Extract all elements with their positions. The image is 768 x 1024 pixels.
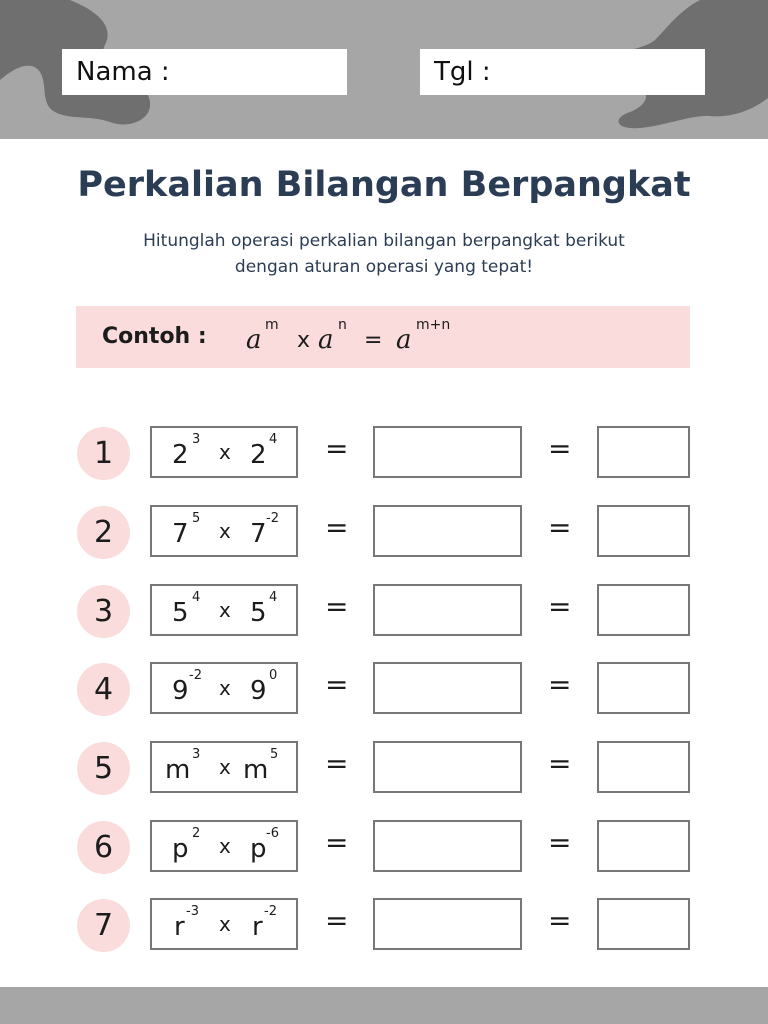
equals-sign-2: = bbox=[548, 668, 572, 701]
equals-sign-1: = bbox=[325, 432, 349, 465]
final-answer-box[interactable] bbox=[597, 426, 690, 478]
base-2: 9 bbox=[250, 676, 267, 706]
exponent-1: 3 bbox=[192, 747, 201, 762]
base-1: m bbox=[165, 755, 191, 785]
problem-row-3 bbox=[0, 584, 768, 638]
times-sign: x bbox=[219, 676, 231, 700]
page-header bbox=[0, 0, 768, 139]
intermediate-answer-box[interactable] bbox=[373, 898, 522, 950]
problem-expression bbox=[150, 741, 298, 793]
final-answer-box[interactable] bbox=[597, 584, 690, 636]
final-answer-box[interactable] bbox=[597, 820, 690, 872]
problem-number: 5 bbox=[77, 742, 130, 795]
intermediate-answer-box[interactable] bbox=[373, 820, 522, 872]
example-base-2: a bbox=[318, 325, 334, 355]
base-1: r bbox=[174, 912, 185, 942]
exponent-2: 4 bbox=[269, 590, 278, 605]
problem-number: 2 bbox=[77, 506, 130, 559]
equals-sign-2: = bbox=[548, 511, 572, 544]
example-exponent-1: m bbox=[265, 317, 279, 333]
exponent-2: -2 bbox=[264, 904, 277, 919]
name-field[interactable] bbox=[62, 49, 347, 95]
problem-row-6 bbox=[0, 820, 768, 874]
base-2: m bbox=[243, 755, 269, 785]
base-2: r bbox=[252, 912, 263, 942]
exponent-2: -2 bbox=[266, 511, 279, 526]
equals-sign-2: = bbox=[548, 432, 572, 465]
example-exponent-3: m+n bbox=[416, 317, 451, 333]
intermediate-answer-box[interactable] bbox=[373, 741, 522, 793]
base-1: p bbox=[172, 834, 189, 864]
equals-sign-2: = bbox=[548, 590, 572, 623]
times-sign: x bbox=[219, 519, 231, 543]
final-answer-box[interactable] bbox=[597, 505, 690, 557]
problem-expression bbox=[150, 820, 298, 872]
intermediate-answer-box[interactable] bbox=[373, 662, 522, 714]
times-sign: x bbox=[219, 912, 231, 936]
base-2: 7 bbox=[250, 519, 267, 549]
name-label: Nama : bbox=[76, 57, 170, 87]
times-sign: x bbox=[219, 440, 231, 464]
problem-number: 7 bbox=[77, 899, 130, 952]
problem-number: 6 bbox=[77, 821, 130, 874]
example-base-1: a bbox=[246, 325, 262, 355]
problem-number: 3 bbox=[77, 585, 130, 638]
base-2: 5 bbox=[250, 598, 267, 628]
exponent-1: -2 bbox=[189, 668, 202, 683]
problem-expression bbox=[150, 426, 298, 478]
base-1: 2 bbox=[172, 440, 189, 470]
final-answer-box[interactable] bbox=[597, 741, 690, 793]
exponent-1: -3 bbox=[186, 904, 199, 919]
times-sign: x bbox=[219, 834, 231, 858]
intermediate-answer-box[interactable] bbox=[373, 584, 522, 636]
example-band bbox=[76, 306, 690, 368]
instruction-text bbox=[84, 228, 684, 280]
times-sign: x bbox=[219, 755, 231, 779]
exponent-2: 0 bbox=[269, 668, 278, 683]
example-exponent-2: n bbox=[338, 317, 347, 333]
problem-expression bbox=[150, 898, 298, 950]
exponent-2: 4 bbox=[269, 432, 278, 447]
base-2: 2 bbox=[250, 440, 267, 470]
equals-sign-1: = bbox=[325, 668, 349, 701]
problem-expression bbox=[150, 584, 298, 636]
problem-row-1 bbox=[0, 426, 768, 480]
exponent-1: 2 bbox=[192, 826, 201, 841]
base-1: 9 bbox=[172, 676, 189, 706]
problem-expression bbox=[150, 662, 298, 714]
equals-sign-2: = bbox=[548, 904, 572, 937]
date-field[interactable] bbox=[420, 49, 705, 95]
equals-sign-1: = bbox=[325, 590, 349, 623]
intermediate-answer-box[interactable] bbox=[373, 505, 522, 557]
exponent-2: -6 bbox=[266, 826, 279, 841]
equals-sign-1: = bbox=[325, 747, 349, 780]
base-2: p bbox=[250, 834, 267, 864]
problem-number: 4 bbox=[77, 663, 130, 716]
problem-row-2 bbox=[0, 505, 768, 559]
base-1: 7 bbox=[172, 519, 189, 549]
base-1: 5 bbox=[172, 598, 189, 628]
problem-row-7 bbox=[0, 898, 768, 952]
problem-number: 1 bbox=[77, 427, 130, 480]
final-answer-box[interactable] bbox=[597, 662, 690, 714]
page-footer-band bbox=[0, 987, 768, 1024]
exponent-2: 5 bbox=[270, 747, 279, 762]
example-label: Contoh : bbox=[102, 324, 207, 349]
example-times: x bbox=[297, 328, 311, 353]
exponent-1: 5 bbox=[192, 511, 201, 526]
exponent-1: 4 bbox=[192, 590, 201, 605]
problem-row-4 bbox=[0, 662, 768, 716]
example-equals: = bbox=[364, 328, 383, 353]
intermediate-answer-box[interactable] bbox=[373, 426, 522, 478]
equals-sign-1: = bbox=[325, 826, 349, 859]
example-formula bbox=[246, 306, 546, 368]
equals-sign-1: = bbox=[325, 904, 349, 937]
final-answer-box[interactable] bbox=[597, 898, 690, 950]
instruction-line-2: dengan aturan operasi yang tepat! bbox=[234, 257, 534, 277]
problem-row-5 bbox=[0, 741, 768, 795]
problem-expression bbox=[150, 505, 298, 557]
exponent-1: 3 bbox=[192, 432, 201, 447]
page-title: Perkalian Bilangan Berpangkat bbox=[77, 165, 691, 205]
instruction-line-1: Hitunglah operasi perkalian bilangan berpangkat berikut bbox=[143, 231, 625, 251]
equals-sign-2: = bbox=[548, 747, 572, 780]
equals-sign-2: = bbox=[548, 826, 572, 859]
date-label: Tgl : bbox=[434, 57, 491, 87]
times-sign: x bbox=[219, 598, 231, 622]
equals-sign-1: = bbox=[325, 511, 349, 544]
example-base-3: a bbox=[396, 325, 412, 355]
